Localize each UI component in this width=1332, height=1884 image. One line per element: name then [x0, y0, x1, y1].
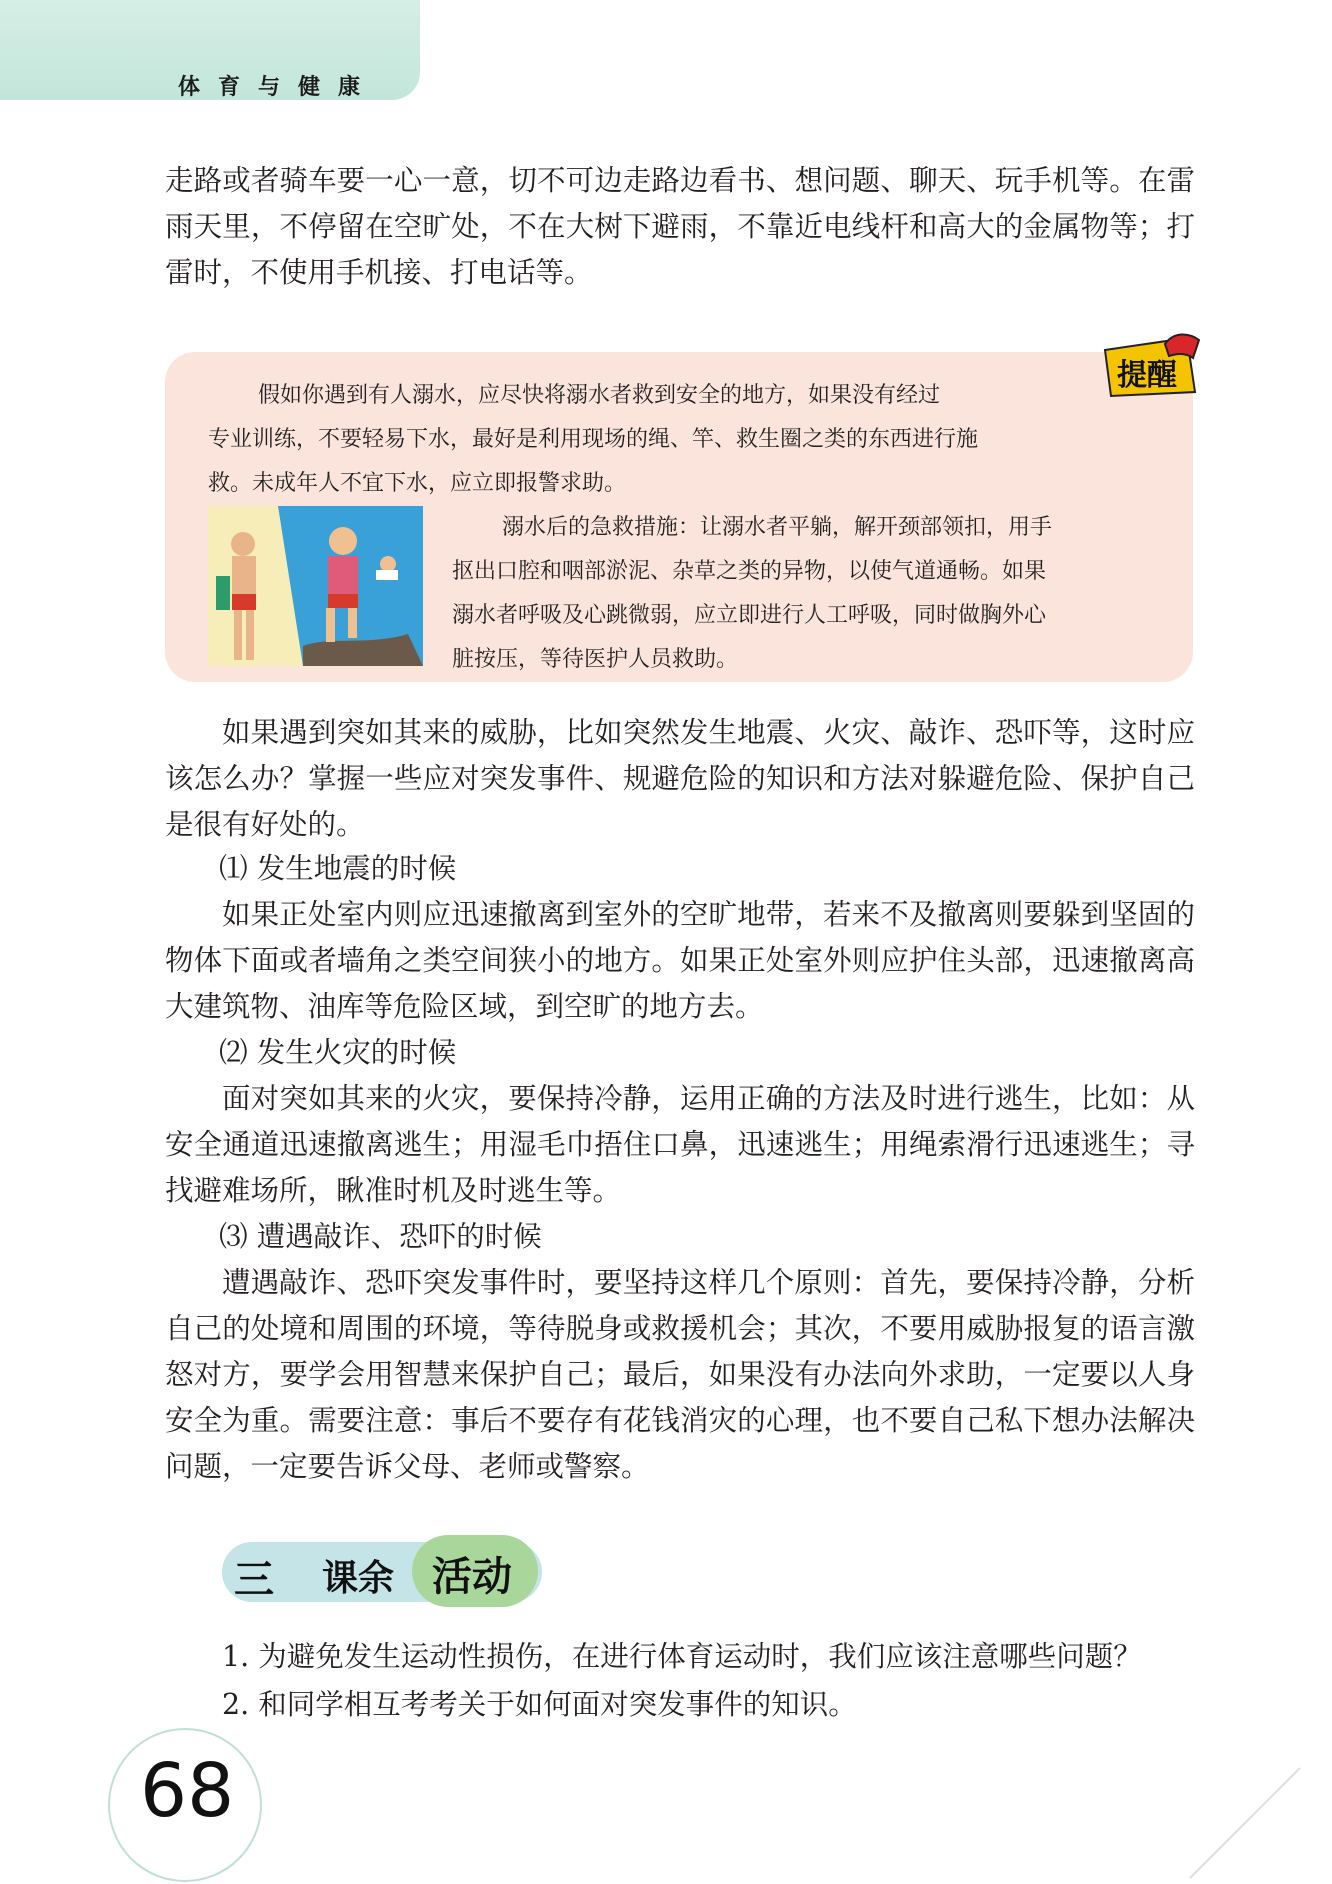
reminder-badge-icon [1095, 330, 1205, 400]
tip-line-3: 救。未成年人不宜下水，应立即报警求助。 [208, 471, 627, 496]
paragraph-emergency-intro: 如果遇到突如其来的威胁，比如突然发生地震、火灾、敲诈、恐吓等，这时应该怎么办？掌握一些应对突发事件、规避危险的知识和方法对躲避危险、保护自己是很有好处的。 [165, 716, 1195, 841]
paragraph-extortion: 遭遇敲诈、恐吓突发事件时，要坚持这样几个原则：首先，要保持冷静，分析自己的处境和周围的环境，等待脱身或救援机会；其次，不要用威胁报复的语言激怒对方，要学会用智慧来保护自己；最后，如果没有办法向外求助，一定要以人身安全为重。需要注意：事后不要存有花钱消灾的心理，也不要自己私下想办法解决问题，一定要告诉父母、老师或警察。 [165, 1266, 1195, 1483]
reminder-badge-label: 提醒 [1117, 358, 1177, 393]
subheading-earthquake: ⑴ 发生地震的时候 [219, 852, 457, 885]
corner-decoration-icon [1180, 1760, 1320, 1880]
running-header: 体育与健康 [178, 75, 379, 100]
activity-question-2: 2. 和同学相互考考关于如何面对突发事件的知识。 [222, 1688, 857, 1721]
section-number: 三 [234, 1557, 274, 1603]
activity-question-1: 1. 为避免发生运动性损伤，在进行体育运动时，我们应该注意哪些问题？ [222, 1640, 1142, 1673]
section-title-part-2: 活动 [432, 1554, 512, 1600]
tip-line-1: 假如你遇到有人溺水，应尽快将溺水者救到安全的地方，如果没有经过 [258, 383, 941, 408]
tip-line-4: 溺水后的急救措施：让溺水者平躺，解开颈部领扣，用手 [502, 515, 1053, 540]
subheading-fire: ⑵ 发生火灾的时候 [219, 1036, 457, 1069]
paragraph-fire: 面对突如其来的火灾，要保持冷静，运用正确的方法及时进行逃生，比如：从安全通道迅速撤离逃生；用湿毛巾捂住口鼻，迅速逃生；用绳索滑行迅速逃生；寻找避难场所，瞅准时机及时逃生等。 [165, 1082, 1195, 1207]
tip-line-7: 脏按压，等待医护人员救助。 [452, 647, 739, 672]
tip-line-6: 溺水者呼吸及心跳微弱，应立即进行人工呼吸，同时做胸外心 [452, 603, 1047, 628]
drowning-rescue-illustration [208, 506, 423, 666]
tip-line-2: 专业训练，不要轻易下水，最好是利用现场的绳、竿、救生圈之类的东西进行施 [208, 427, 979, 452]
tip-line-5: 抠出口腔和咽部淤泥、杂草之类的异物，以使气道通畅。如果 [452, 559, 1047, 584]
paragraph-safety-walking: 走路或者骑车要一心一意，切不可边走路边看书、想问题、聊天、玩手机等。在雷雨天里，不停留在空旷处，不在大树下避雨，不靠近电线杆和高大的金属物等；打雷时，不使用手机接、打电话等。 [165, 164, 1195, 289]
page-number: 68 [140, 1748, 235, 1834]
paragraph-earthquake: 如果正处室内则应迅速撤离到室外的空旷地带，若来不及撤离则要躲到坚固的物体下面或者墙角之类空间狭小的地方。如果正处室外则应护住头部，迅速撤离高大建筑物、油库等危险区域，到空旷的地方去。 [165, 898, 1195, 1023]
subheading-extortion: ⑶ 遭遇敲诈、恐吓的时候 [219, 1220, 542, 1253]
section-title-part-1: 课余 [322, 1558, 395, 1599]
